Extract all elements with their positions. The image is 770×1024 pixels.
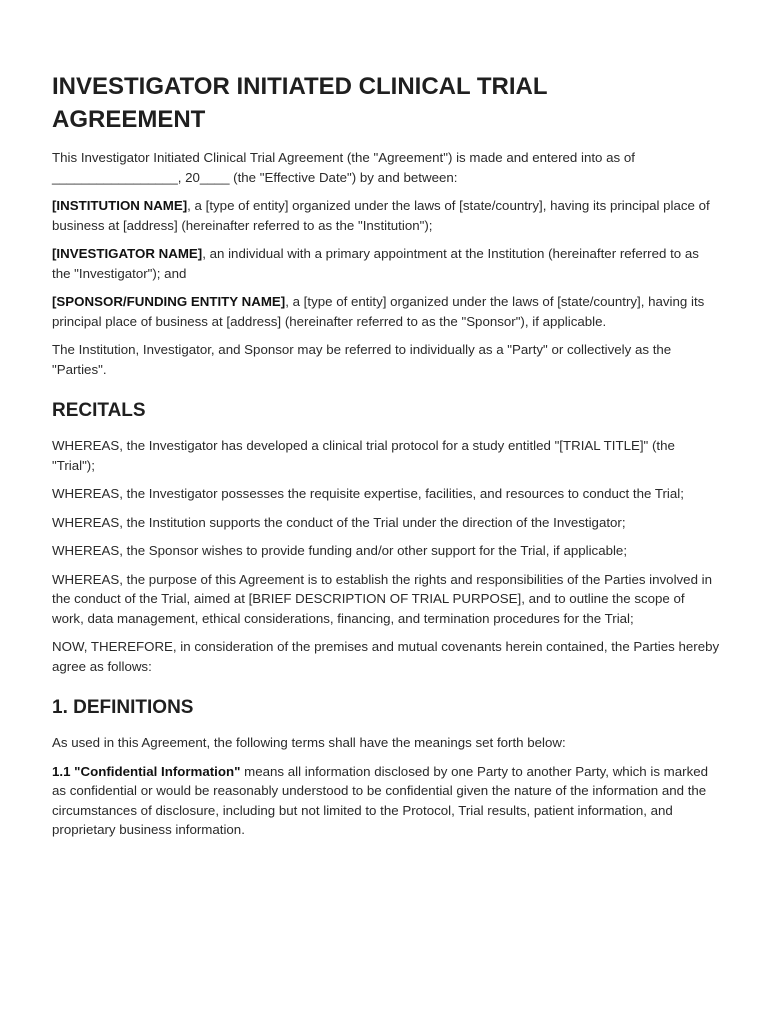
parties-summary: The Institution, Investigator, and Sponsor may be referred to individually as a "Party" or collectively as the "Parties". [52,342,672,377]
definition-text: means all information disclosed by one Party to another Party, which is marked as confidential or would be reasonably understood to be confidential given the nature of the information and the circumstances of disclosure, including but not limited to the Protocol, Trial results, patient information, and proprietary business information. [52,763,709,837]
document-title: INVESTIGATOR INITIATED CLINICAL TRIAL AGREEMENT [52,73,548,133]
recital-item: WHEREAS, the Sponsor wishes to provide funding and/or other support for the Trial, if applicable; [52,543,628,558]
recital-item: WHEREAS, the Institution supports the conduct of the Trial under the direction of the Investigator; [52,514,626,530]
definitions-intro: As used in this Agreement, the following terms shall have the meanings set forth below: [52,735,566,750]
definitions-heading: 1. DEFINITIONS [52,697,194,718]
definition-item [52,762,720,840]
party-investigator [52,244,720,283]
intro-paragraph: This Investigator Initiated Clinical Trial Agreement (the "Agreement") is made and entered into as of _________________, 20____ (the "Effective Date") by and between: [52,150,635,185]
party-name: [INSTITUTION NAME] [52,198,188,213]
party-institution [52,196,720,235]
party-sponsor [52,292,720,331]
party-name: [SPONSOR/FUNDING ENTITY NAME] [52,294,286,309]
party-name: [INVESTIGATOR NAME] [52,246,203,261]
recital-item: WHEREAS, the Investigator possesses the requisite expertise, facilities, and resources to conduct the Trial; [52,486,684,501]
recitals-heading: RECITALS [52,400,146,421]
party-text: , a [type of entity] organized under the laws of [state/country], having its principal place of business at [address] (hereinafter referred to as the "Sponsor"), if applicable. [52,294,705,329]
party-text: , an individual with a primary appointment at the Institution (hereinafter referred to as the "Investigator"); and [52,246,699,281]
definition-term: 1.1 "Confidential Information" [52,763,241,779]
recital-item: WHEREAS, the purpose of this Agreement is to establish the rights and responsibilities of the Parties involved in the conduct of the Trial, aimed at [BRIEF DESCRIPTION OF TRIAL PURPOSE], and to outline the scope of work, data management, ethical considerations, financing, and termination procedures for the Trial; [52,571,713,626]
recital-item: NOW, THEREFORE, in consideration of the premises and mutual covenants herein contained, the Parties hereby agree as follows: [52,639,720,674]
recital-item: WHEREAS, the Investigator has developed a clinical trial protocol for a study entitled "[TRIAL TITLE]" (the "Trial"); [52,438,675,473]
party-text: , a [type of entity] organized under the laws of [state/country], having its principal place of business at [address] (hereinafter referred to as the "Institution"); [52,198,710,233]
